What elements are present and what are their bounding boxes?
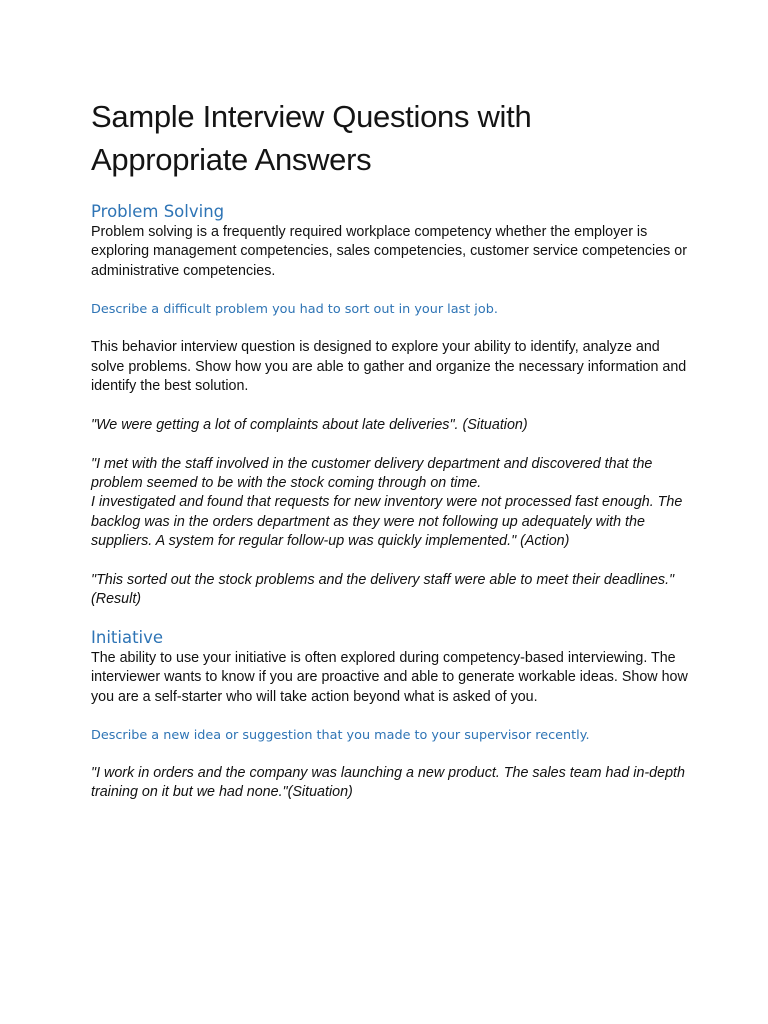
section-heading-problem-solving: Problem Solving: [91, 202, 225, 221]
problem-solving-answer-result: "This sorted out the stock problems and the delivery staff were able to meet their deadlines." (Result): [91, 572, 675, 608]
title-line-2: Appropriate Answers: [91, 142, 372, 177]
problem-solving-question: Describe a difficult problem you had to sort out in your last job.: [91, 302, 498, 318]
problem-solving-intro: Problem solving is a frequently required workplace competency whether the employer is exploring management competencies, sales competencies, customer service competencies or administrative competencies.: [91, 224, 687, 279]
initiative-answer-situation: "I work in orders and the company was launching a new product. The sales team had in-depth training on it but we had none."(Situation): [91, 765, 685, 801]
initiative-intro: The ability to use your initiative is often explored during competency-based interviewing. The interviewer wants to know if you are proactive and able to generate workable ideas. Show how you are a self-starter who will take action beyond what is asked of you.: [91, 649, 688, 705]
initiative-question: Describe a new idea or suggestion that you made to your supervisor recently.: [91, 728, 590, 744]
problem-solving-answer-situation: "We were getting a lot of complaints about late deliveries". (Situation): [91, 416, 528, 433]
document-title: [91, 95, 691, 181]
title-line-1: Sample Interview Questions with: [91, 99, 532, 134]
answer-action-part-1: "I met with the staff involved in the customer delivery department and discovered that the problem seemed to be with the stock coming through on time.: [91, 455, 653, 492]
section-heading-initiative: Initiative: [91, 627, 164, 647]
document-page: [91, 95, 691, 803]
problem-solving-answer-action: [91, 455, 691, 552]
answer-action-part-2: I investigated and found that requests for new inventory were not processed fast enough. The backlog was in the orders department as they were not following up adequately with the suppliers. A system for regular follow-up was quickly implemented." (Action): [91, 494, 683, 550]
problem-solving-explanation: This behavior interview question is designed to explore your ability to identify, analyze and solve problems. Show how you are able to gather and organize the necessary information and identify the best solution.: [91, 339, 687, 395]
